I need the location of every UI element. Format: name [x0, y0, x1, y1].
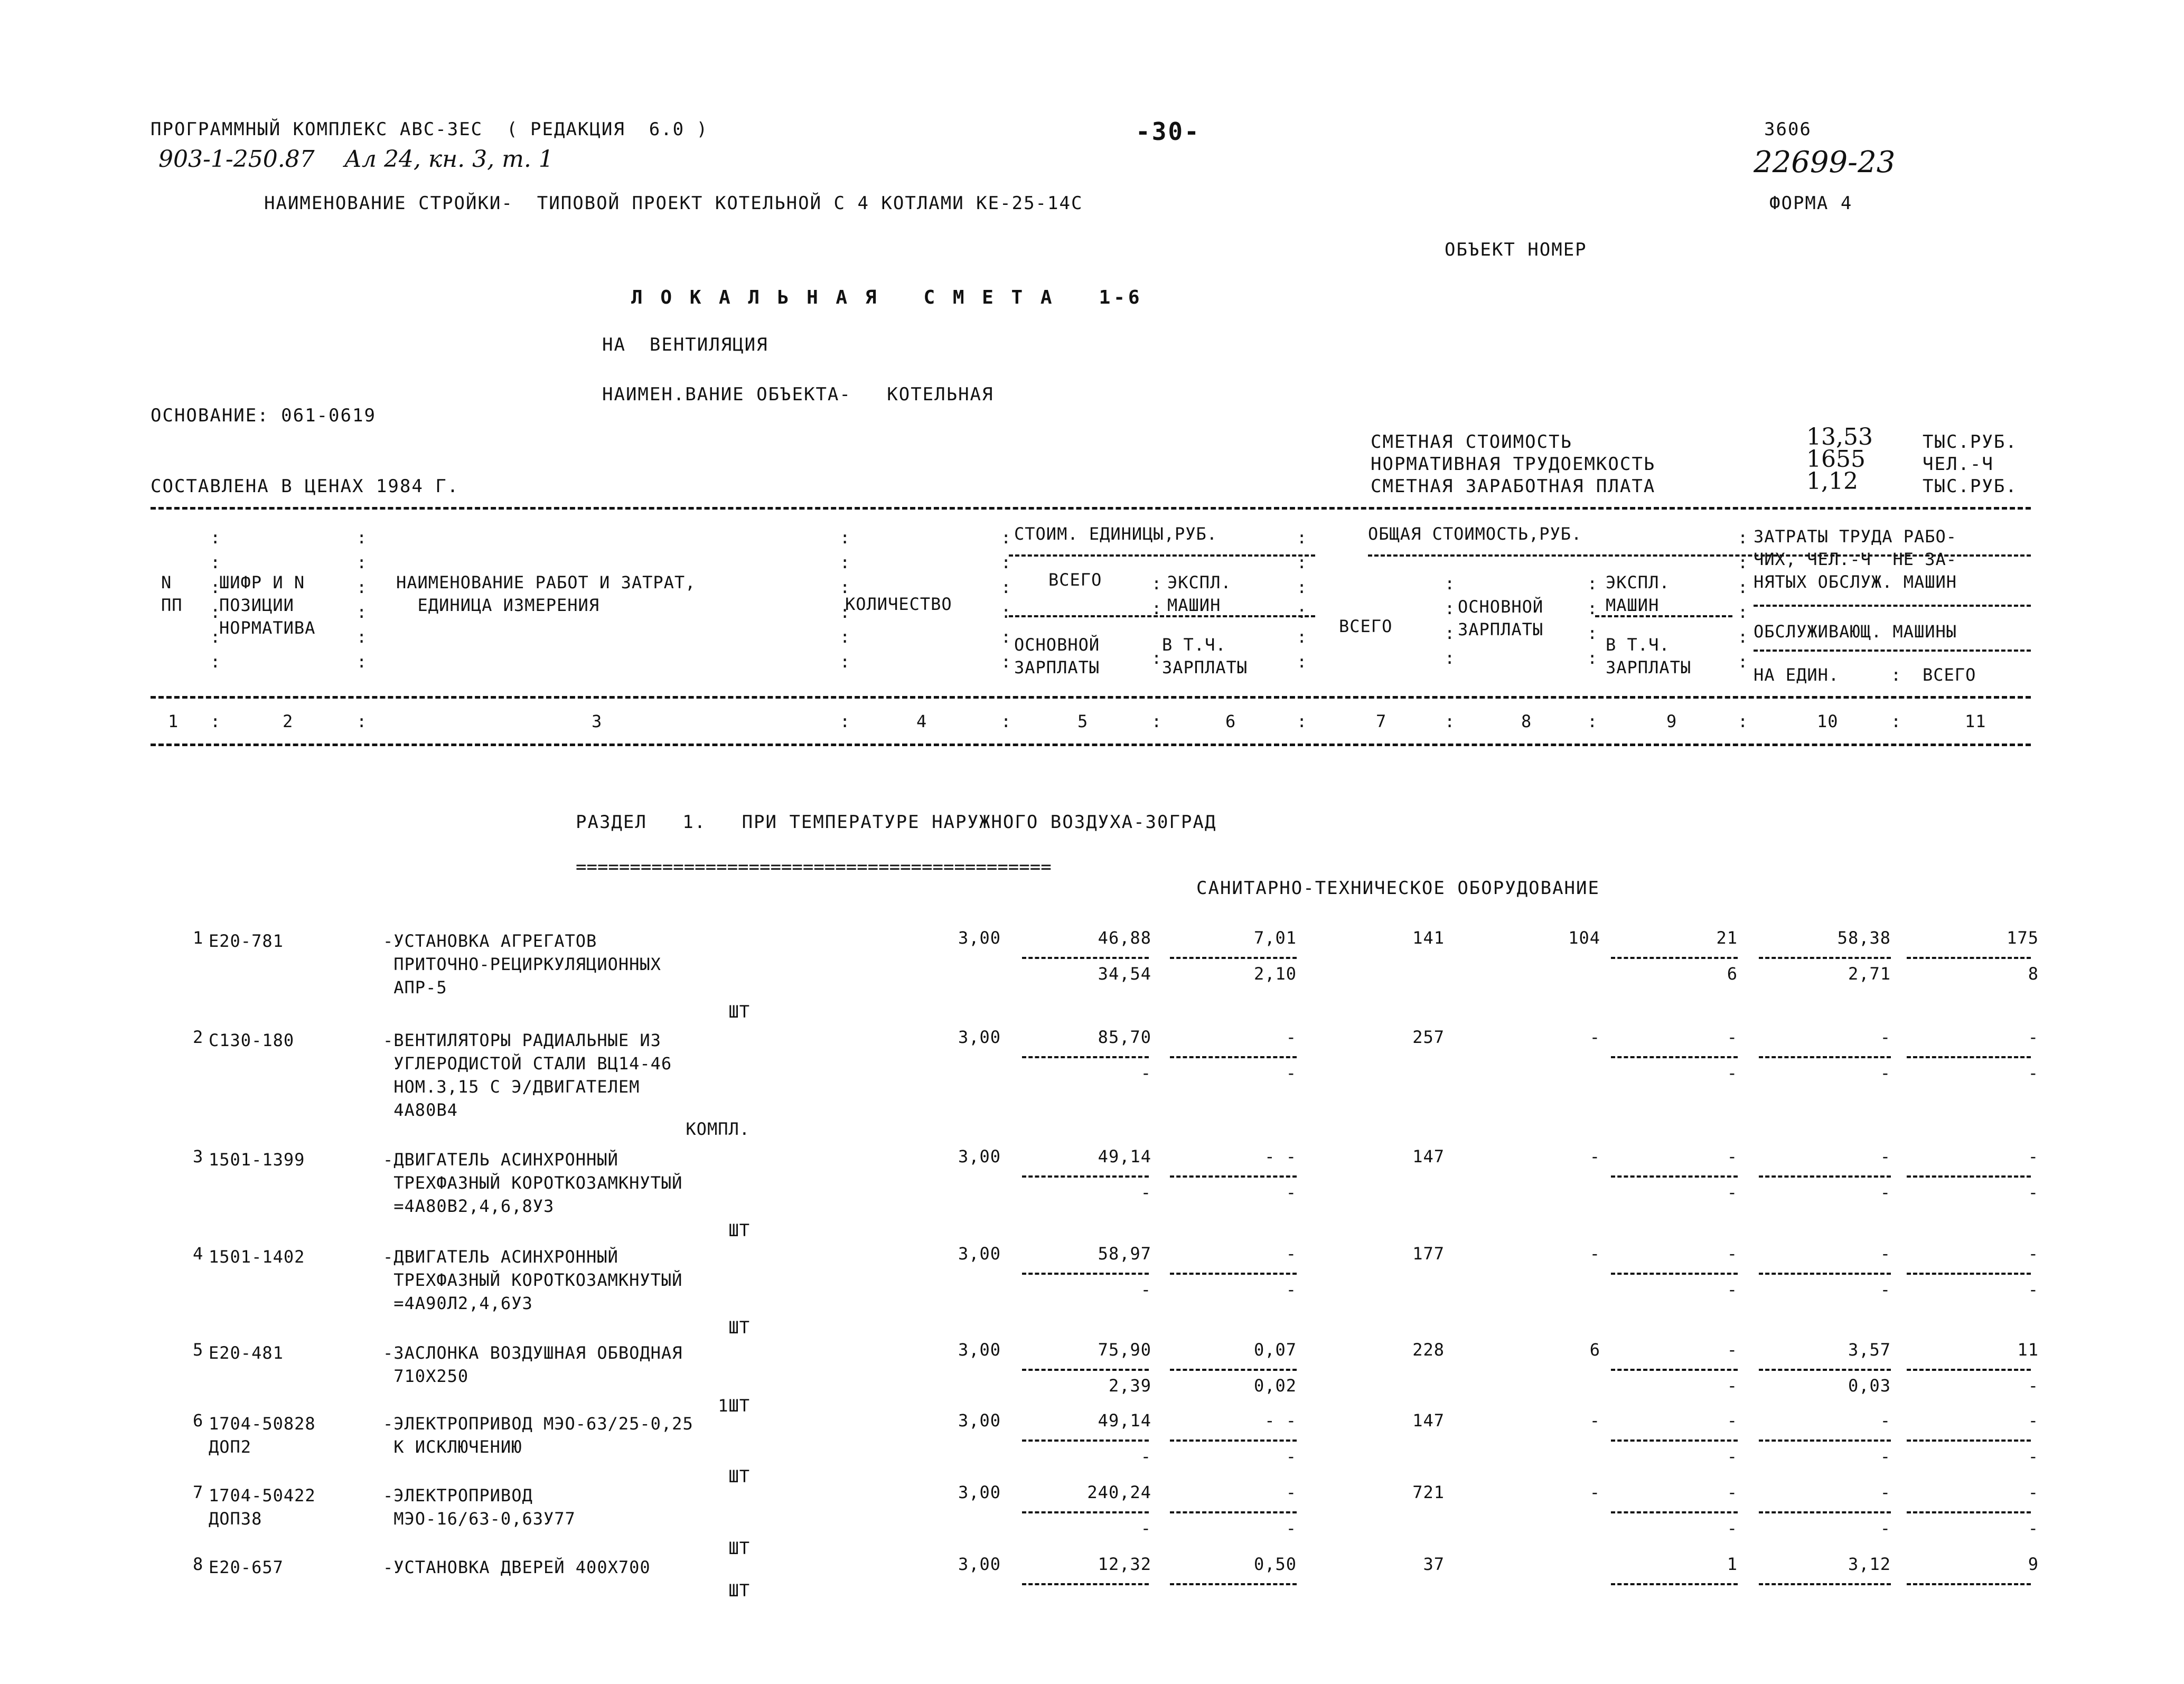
col-sep: : : : : [1587, 573, 1598, 669]
col-number-9: 9 [1666, 711, 1677, 731]
row-total-cost: 177 [1412, 1244, 1445, 1264]
cell-underline [1022, 1273, 1149, 1275]
row-number: 7 [193, 1482, 204, 1502]
row-labor-per-unit: 58,38 [1837, 928, 1891, 948]
row-base-salary: - [1589, 1146, 1600, 1166]
table-numbers-rule [151, 744, 2031, 746]
row-labor-per-unit: - [1880, 1146, 1891, 1166]
col-sep: : [1891, 711, 1901, 731]
row-code: 1704-50422 ДОП38 [209, 1485, 316, 1529]
cell-underline [1907, 1056, 2031, 1058]
row-unit-cost-total: 240,24 [1087, 1482, 1151, 1502]
row-quantity: 3,00 [958, 1554, 1001, 1574]
row-total-cost: 147 [1412, 1410, 1445, 1431]
th-col3: НАИМЕНОВАНИЕ РАБОТ И ЗАТРАТ, ЕДИНИЦА ИЗМЕРЕНИЯ [396, 572, 696, 616]
row-quantity: 3,00 [958, 1410, 1001, 1431]
cell-underline [1022, 1175, 1149, 1178]
row-labor-serving-per-unit: 2,71 [1848, 964, 1891, 984]
summary-cost-value: 13,53 [1806, 424, 1873, 450]
row-number: 1 [193, 928, 204, 948]
col-sep: : [1738, 711, 1748, 731]
row-unit-cost-machines: 0,50 [1253, 1554, 1297, 1574]
object-number: ОБЪЕКТ НОМЕР [1445, 239, 1587, 260]
th-labor: ЗАТРАТЫ ТРУДА РАБО- ЧИХ, ЧЕЛ.-Ч НЕ ЗА- НЯТЫХ ОБСЛУЖ. МАШИН [1754, 526, 1957, 592]
cell-underline [1170, 1369, 1297, 1371]
row-machine-salary: - [1727, 1446, 1738, 1466]
th-serving: ОБСЛУЖИВАЮЩ. МАШИНЫ [1754, 622, 1957, 642]
col-number-6: 6 [1225, 711, 1236, 731]
th-incl-salary: В Т.Ч. ЗАРПЛАТЫ [1162, 635, 1248, 678]
row-unit-cost-total: 46,88 [1098, 928, 1151, 948]
cell-underline [1611, 1369, 1738, 1371]
row-unit-cost-machine-salary: - [1286, 1518, 1297, 1538]
summary-salary-unit: ТЫС.РУБ. [1923, 476, 2018, 497]
th-all-total: ВСЕГО [1339, 616, 1393, 636]
row-labor-per-unit: 3,57 [1848, 1340, 1891, 1360]
row-labor-total: - [2028, 1027, 2039, 1047]
cell-underline [1611, 1056, 1738, 1058]
col-sep: : [1001, 711, 1011, 731]
cell-underline [1170, 1511, 1297, 1513]
handwritten-number: 22699-23 [1754, 145, 1896, 180]
table-header-rule [151, 696, 2031, 699]
row-machine-salary: 6 [1727, 964, 1738, 984]
col-sep: : [840, 711, 850, 731]
row-unit-cost-machines: - - [1264, 1146, 1297, 1166]
cell-underline [1022, 1056, 1149, 1058]
cell-underline [1170, 1175, 1297, 1178]
row-total-cost: 141 [1412, 928, 1445, 948]
col-sep: : : : [1151, 573, 1162, 669]
row-base-salary: - [1589, 1027, 1600, 1047]
row-unit-cost-machines: - - [1264, 1410, 1297, 1431]
row-number: 8 [193, 1554, 204, 1574]
row-code: 1501-1399 [209, 1150, 305, 1170]
cell-underline [1611, 1583, 1738, 1585]
col-number-7: 7 [1376, 711, 1387, 731]
col-sep: : [357, 711, 367, 731]
row-unit-cost-machine-salary: - [1286, 1063, 1297, 1083]
cell-underline [1611, 1511, 1738, 1513]
cell-underline [1759, 1511, 1891, 1513]
cell-underline [1759, 957, 1891, 959]
th-col4: КОЛИЧЕСТВО [845, 594, 952, 614]
summary-labor-value: 1655 [1806, 446, 1866, 473]
col-sep: : : : : : : [1738, 528, 1748, 672]
row-labor-total: - [2028, 1244, 2039, 1264]
col-number-3: 3 [592, 711, 603, 731]
row-unit-cost-total: 49,14 [1098, 1146, 1151, 1166]
th-total-cost: ОБЩАЯ СТОИМОСТЬ,РУБ. [1368, 524, 1582, 544]
row-name: -ДВИГАТЕЛЬ АСИНХРОННЫЙ ТРЕХФАЗНЫЙ КОРОТКОЗАМКНУТЫЙ =4А80В2,4,6,8У3 [383, 1150, 683, 1216]
row-unit: ШТ [728, 1538, 750, 1558]
row-unit-cost-machines: - [1286, 1027, 1297, 1047]
cell-underline [1022, 1583, 1149, 1585]
th-unit-cost: СТОИМ. ЕДИНИЦЫ,РУБ. [1014, 524, 1218, 544]
cell-underline [1170, 1583, 1297, 1585]
row-total-cost: 228 [1412, 1340, 1445, 1360]
row-quantity: 3,00 [958, 1146, 1001, 1166]
row-labor-serving-per-unit: - [1880, 1446, 1891, 1466]
row-machine-salary: - [1727, 1518, 1738, 1538]
row-unit-cost-machines: - [1286, 1482, 1297, 1502]
row-machines-cost: - [1727, 1340, 1738, 1360]
cell-underline [1907, 1511, 2031, 1513]
form-label: ФОРМА 4 [1769, 193, 1853, 214]
row-unit: ШТ [728, 1220, 750, 1240]
cell-underline [1759, 1583, 1891, 1585]
th-sub-rule-6 [1754, 650, 2031, 652]
row-labor-serving-per-unit: - [1880, 1518, 1891, 1538]
col-sep: : [210, 711, 221, 731]
cell-underline [1907, 1273, 2031, 1275]
row-unit-cost-total: 58,97 [1098, 1244, 1151, 1264]
row-labor-per-unit: - [1880, 1027, 1891, 1047]
th-base-salary-2: ОСНОВНОЙ ЗАРПЛАТЫ [1458, 597, 1544, 640]
row-name: -ЗАСЛОНКА ВОЗДУШНАЯ ОБВОДНАЯ 710Х250 [383, 1343, 683, 1386]
row-unit: КОМПЛ. [686, 1119, 750, 1139]
section-title: РАЗДЕЛ 1. ПРИ ТЕМПЕРАТУРЕ НАРУЖНОГО ВОЗДУХА-30ГРАД [576, 812, 1217, 833]
cell-underline [1907, 1175, 2031, 1178]
th-sub-rule-1 [1009, 554, 1315, 557]
row-unit-cost-salary: 2,39 [1108, 1376, 1151, 1396]
row-machines-cost: - [1727, 1482, 1738, 1502]
row-total-cost: 37 [1423, 1554, 1445, 1574]
col-number-5: 5 [1077, 711, 1089, 731]
cell-underline [1759, 1440, 1891, 1442]
cell-underline [1907, 1583, 2031, 1585]
cell-underline [1759, 1056, 1891, 1058]
th-machines: ЭКСПЛ. МАШИН [1167, 572, 1232, 616]
cell-underline [1611, 1273, 1738, 1275]
row-labor-serving-total: - [2028, 1280, 2039, 1300]
row-machine-salary: - [1727, 1280, 1738, 1300]
th-per-unit: НА ЕДИН. [1754, 665, 1840, 685]
cell-underline [1759, 1369, 1891, 1371]
row-labor-total: - [2028, 1482, 2039, 1502]
row-labor-serving-per-unit: - [1880, 1280, 1891, 1300]
row-unit-cost-machines: 0,07 [1253, 1340, 1297, 1360]
row-labor-per-unit: - [1880, 1482, 1891, 1502]
row-labor-serving-total: - [2028, 1518, 2039, 1538]
program-header: ПРОГРАММНЫЙ КОМПЛЕКС АВС-3ЕС ( РЕДАКЦИЯ 6.0 ) [151, 119, 709, 140]
doc-title: Л О К А Л Ь Н А Я С М Е Т А 1-6 [631, 287, 1143, 308]
row-name: -УСТАНОВКА АГРЕГАТОВ ПРИТОЧНО-РЕЦИРКУЛЯЦИОННЫХ АПР-5 [383, 931, 661, 998]
summary-salary-label: СМЕТНАЯ ЗАРАБОТНАЯ ПЛАТА [1371, 476, 1656, 497]
row-unit-cost-salary: - [1140, 1063, 1151, 1083]
th-base-salary: ОСНОВНОЙ ЗАРПЛАТЫ [1014, 635, 1100, 678]
row-unit-cost-total: 12,32 [1098, 1554, 1151, 1574]
row-total-cost: 257 [1412, 1027, 1445, 1047]
row-unit-cost-machine-salary: - [1286, 1280, 1297, 1300]
row-base-salary: 104 [1568, 928, 1600, 948]
doc-subtitle: НА ВЕНТИЛЯЦИЯ [602, 334, 768, 355]
col-sep: : [1151, 711, 1162, 731]
row-quantity: 3,00 [958, 1244, 1001, 1264]
row-unit: ШТ [728, 1002, 750, 1022]
th-machines-2: ЭКСПЛ. МАШИН [1606, 572, 1670, 616]
col-sep: : [1445, 711, 1455, 731]
col-number-11: 11 [1965, 711, 1986, 731]
summary-labor-unit: ЧЕЛ.-Ч [1923, 454, 1994, 475]
cell-underline [1907, 1369, 2031, 1371]
row-labor-total: 175 [2007, 928, 2039, 948]
row-number: 3 [193, 1146, 204, 1166]
row-code: Е20-657 [209, 1557, 284, 1577]
cell-underline [1022, 1511, 1149, 1513]
row-labor-per-unit: - [1880, 1244, 1891, 1264]
row-quantity: 3,00 [958, 1340, 1001, 1360]
col-sep: : : : : : : [1001, 528, 1011, 672]
row-name: -УСТАНОВКА ДВЕРЕЙ 400Х700 [383, 1557, 651, 1577]
row-labor-total: - [2028, 1146, 2039, 1166]
row-base-salary: 6 [1589, 1340, 1600, 1360]
cell-underline [1611, 1175, 1738, 1178]
row-quantity: 3,00 [958, 928, 1001, 948]
row-labor-per-unit: 3,12 [1848, 1554, 1891, 1574]
cell-underline [1611, 957, 1738, 959]
row-name: -ВЕНТИЛЯТОРЫ РАДИАЛЬНЫЕ ИЗ УГЛЕРОДИСТОЙ СТАЛИ ВЦ14-46 НОМ.3,15 С Э/ДВИГАТЕЛЕМ 4А80В4 [383, 1030, 672, 1120]
row-labor-serving-total: - [2028, 1182, 2039, 1202]
row-labor-serving-total: - [2028, 1376, 2039, 1396]
summary-labor-label: НОРМАТИВНАЯ ТРУДОЕМКОСТЬ [1371, 454, 1656, 475]
cell-underline [1759, 1273, 1891, 1275]
row-labor-serving-total: 8 [2028, 964, 2039, 984]
th-all: ВСЕГО [1048, 570, 1102, 590]
row-unit-cost-machine-salary: 2,10 [1253, 964, 1297, 984]
row-number: 2 [193, 1027, 204, 1047]
cell-underline [1907, 1440, 2031, 1442]
th-sub-rule-5 [1754, 605, 2031, 607]
summary-cost-label: СМЕТНАЯ СТОИМОСТЬ [1371, 431, 1572, 453]
row-name: -ДВИГАТЕЛЬ АСИНХРОННЫЙ ТРЕХФАЗНЫЙ КОРОТКОЗАМКНУТЫЙ =4А90Л2,4,6У3 [383, 1247, 683, 1313]
row-unit: ШТ [728, 1580, 750, 1601]
col-sep: : [1297, 711, 1307, 731]
row-code: С130-180 [209, 1030, 295, 1050]
row-unit-cost-machine-salary: - [1286, 1182, 1297, 1202]
row-unit-cost-machine-salary: 0,02 [1253, 1376, 1297, 1396]
summary-cost-unit: ТЫС.РУБ. [1923, 431, 2018, 453]
row-total-cost: 721 [1412, 1482, 1445, 1502]
th-sub-rule-3 [1009, 615, 1315, 617]
row-unit-cost-salary: - [1140, 1518, 1151, 1538]
th-incl-salary-2: В Т.Ч. ЗАРПЛАТЫ [1606, 635, 1692, 678]
row-labor-serving-per-unit: - [1880, 1063, 1891, 1083]
cell-underline [1022, 1369, 1149, 1371]
row-machines-cost: - [1727, 1244, 1738, 1264]
col-sep: : : : : : : [210, 528, 221, 672]
row-code: Е20-481 [209, 1343, 284, 1363]
row-number: 6 [193, 1410, 204, 1431]
row-unit: ШТ [728, 1466, 750, 1487]
cell-underline [1170, 1273, 1297, 1275]
row-unit-cost-total: 85,70 [1098, 1027, 1151, 1047]
section-subtitle: САНИТАРНО-ТЕХНИЧЕСКОЕ ОБОРУДОВАНИЕ [1196, 878, 1600, 899]
row-machine-salary: - [1727, 1376, 1738, 1396]
row-labor-serving-total: - [2028, 1446, 2039, 1466]
col-sep: : : : : [1445, 573, 1455, 669]
row-unit-cost-total: 75,90 [1098, 1340, 1151, 1360]
row-machines-cost: - [1727, 1027, 1738, 1047]
col-number-2: 2 [283, 711, 294, 731]
row-quantity: 3,00 [958, 1482, 1001, 1502]
row-name: -ЭЛЕКТРОПРИВОД МЭО-16/63-0,63У77 [383, 1485, 576, 1529]
col-sep: : : : : : : [357, 528, 367, 672]
cell-underline [1170, 1440, 1297, 1442]
col-number-4: 4 [916, 711, 927, 731]
row-labor-serving-total: - [2028, 1063, 2039, 1083]
row-machines-cost: - [1727, 1146, 1738, 1166]
row-base-salary: - [1589, 1244, 1600, 1264]
cell-underline [1170, 1056, 1297, 1058]
row-unit: 1ШТ [718, 1396, 750, 1416]
row-machines-cost: - [1727, 1410, 1738, 1431]
row-labor-total: 9 [2028, 1554, 2039, 1574]
col-sep: : : : : : : [840, 528, 850, 672]
code-top: 3606 [1764, 119, 1812, 140]
th-col2: ШИФР И N ПОЗИЦИИ НОРМАТИВА [219, 572, 316, 638]
row-labor-serving-per-unit: - [1880, 1182, 1891, 1202]
row-base-salary: - [1589, 1410, 1600, 1431]
row-unit-cost-salary: - [1140, 1446, 1151, 1466]
row-name: -ЭЛЕКТРОПРИВОД МЭО-63/25-0,25 К ИСКЛЮЧЕНИЮ [383, 1414, 693, 1457]
cell-underline [1022, 1440, 1149, 1442]
row-labor-serving-per-unit: 0,03 [1848, 1376, 1891, 1396]
cell-underline [1759, 1175, 1891, 1178]
col-number-10: 10 [1817, 711, 1839, 731]
row-machine-salary: - [1727, 1182, 1738, 1202]
row-unit-cost-salary: - [1140, 1182, 1151, 1202]
table-top-rule [151, 507, 2031, 510]
th-col1: N ПП [161, 572, 183, 616]
row-number: 5 [193, 1340, 204, 1360]
row-machine-salary: - [1727, 1063, 1738, 1083]
row-number: 4 [193, 1244, 204, 1264]
col-number-1: 1 [168, 711, 179, 731]
row-code: 1704-50828 ДОП2 [209, 1414, 316, 1457]
row-base-salary: - [1589, 1482, 1600, 1502]
row-unit-cost-salary: - [1140, 1280, 1151, 1300]
row-code: Е20-781 [209, 931, 284, 951]
handwritten-reference: 903-1-250.87 Ал 24, кн. 3, т. 1 [158, 146, 554, 173]
section-underline: ============================================ [576, 857, 1052, 878]
row-unit-cost-salary: 34,54 [1098, 964, 1151, 984]
page-number: -30- [1136, 117, 1201, 146]
cell-underline [1907, 957, 2031, 959]
row-code: 1501-1402 [209, 1247, 305, 1267]
row-unit-cost-machine-salary: - [1286, 1446, 1297, 1466]
row-unit: ШТ [728, 1318, 750, 1338]
row-total-cost: 147 [1412, 1146, 1445, 1166]
col-number-8: 8 [1521, 711, 1532, 731]
row-unit-cost-machines: 7,01 [1253, 928, 1297, 948]
construction-name: НАИМЕНОВАНИЕ СТРОЙКИ- ТИПОВОЙ ПРОЕКТ КОТЕЛЬНОЙ С 4 КОТЛАМИ КЕ-25-14С [264, 193, 1083, 214]
summary-salary-value: 1,12 [1806, 468, 1858, 495]
prices-basis: СОСТАВЛЕНА В ЦЕНАХ 1984 Г. [151, 476, 460, 497]
basis: ОСНОВАНИЕ: 061-0619 [151, 405, 376, 426]
cell-underline [1022, 957, 1149, 959]
row-labor-per-unit: - [1880, 1410, 1891, 1431]
row-unit-cost-total: 49,14 [1098, 1410, 1151, 1431]
th-sub-rule-2 [1368, 554, 2031, 557]
col-sep: : [1587, 711, 1598, 731]
th-sub-rule-4 [1595, 615, 1732, 617]
col-sep: : [1891, 665, 1901, 685]
row-unit-cost-machines: - [1286, 1244, 1297, 1264]
row-quantity: 3,00 [958, 1027, 1001, 1047]
row-machines-cost: 21 [1716, 928, 1738, 948]
cell-underline [1170, 957, 1297, 959]
cell-underline [1611, 1440, 1738, 1442]
th-total: ВСЕГО [1923, 665, 1976, 685]
col-sep: : : : : : : [1297, 528, 1307, 672]
row-labor-total: - [2028, 1410, 2039, 1431]
row-labor-total: 11 [2017, 1340, 2039, 1360]
row-machines-cost: 1 [1727, 1554, 1738, 1574]
object-name: НАИМЕН.ВАНИЕ ОБЪЕКТА- КОТЕЛЬНАЯ [602, 384, 994, 405]
